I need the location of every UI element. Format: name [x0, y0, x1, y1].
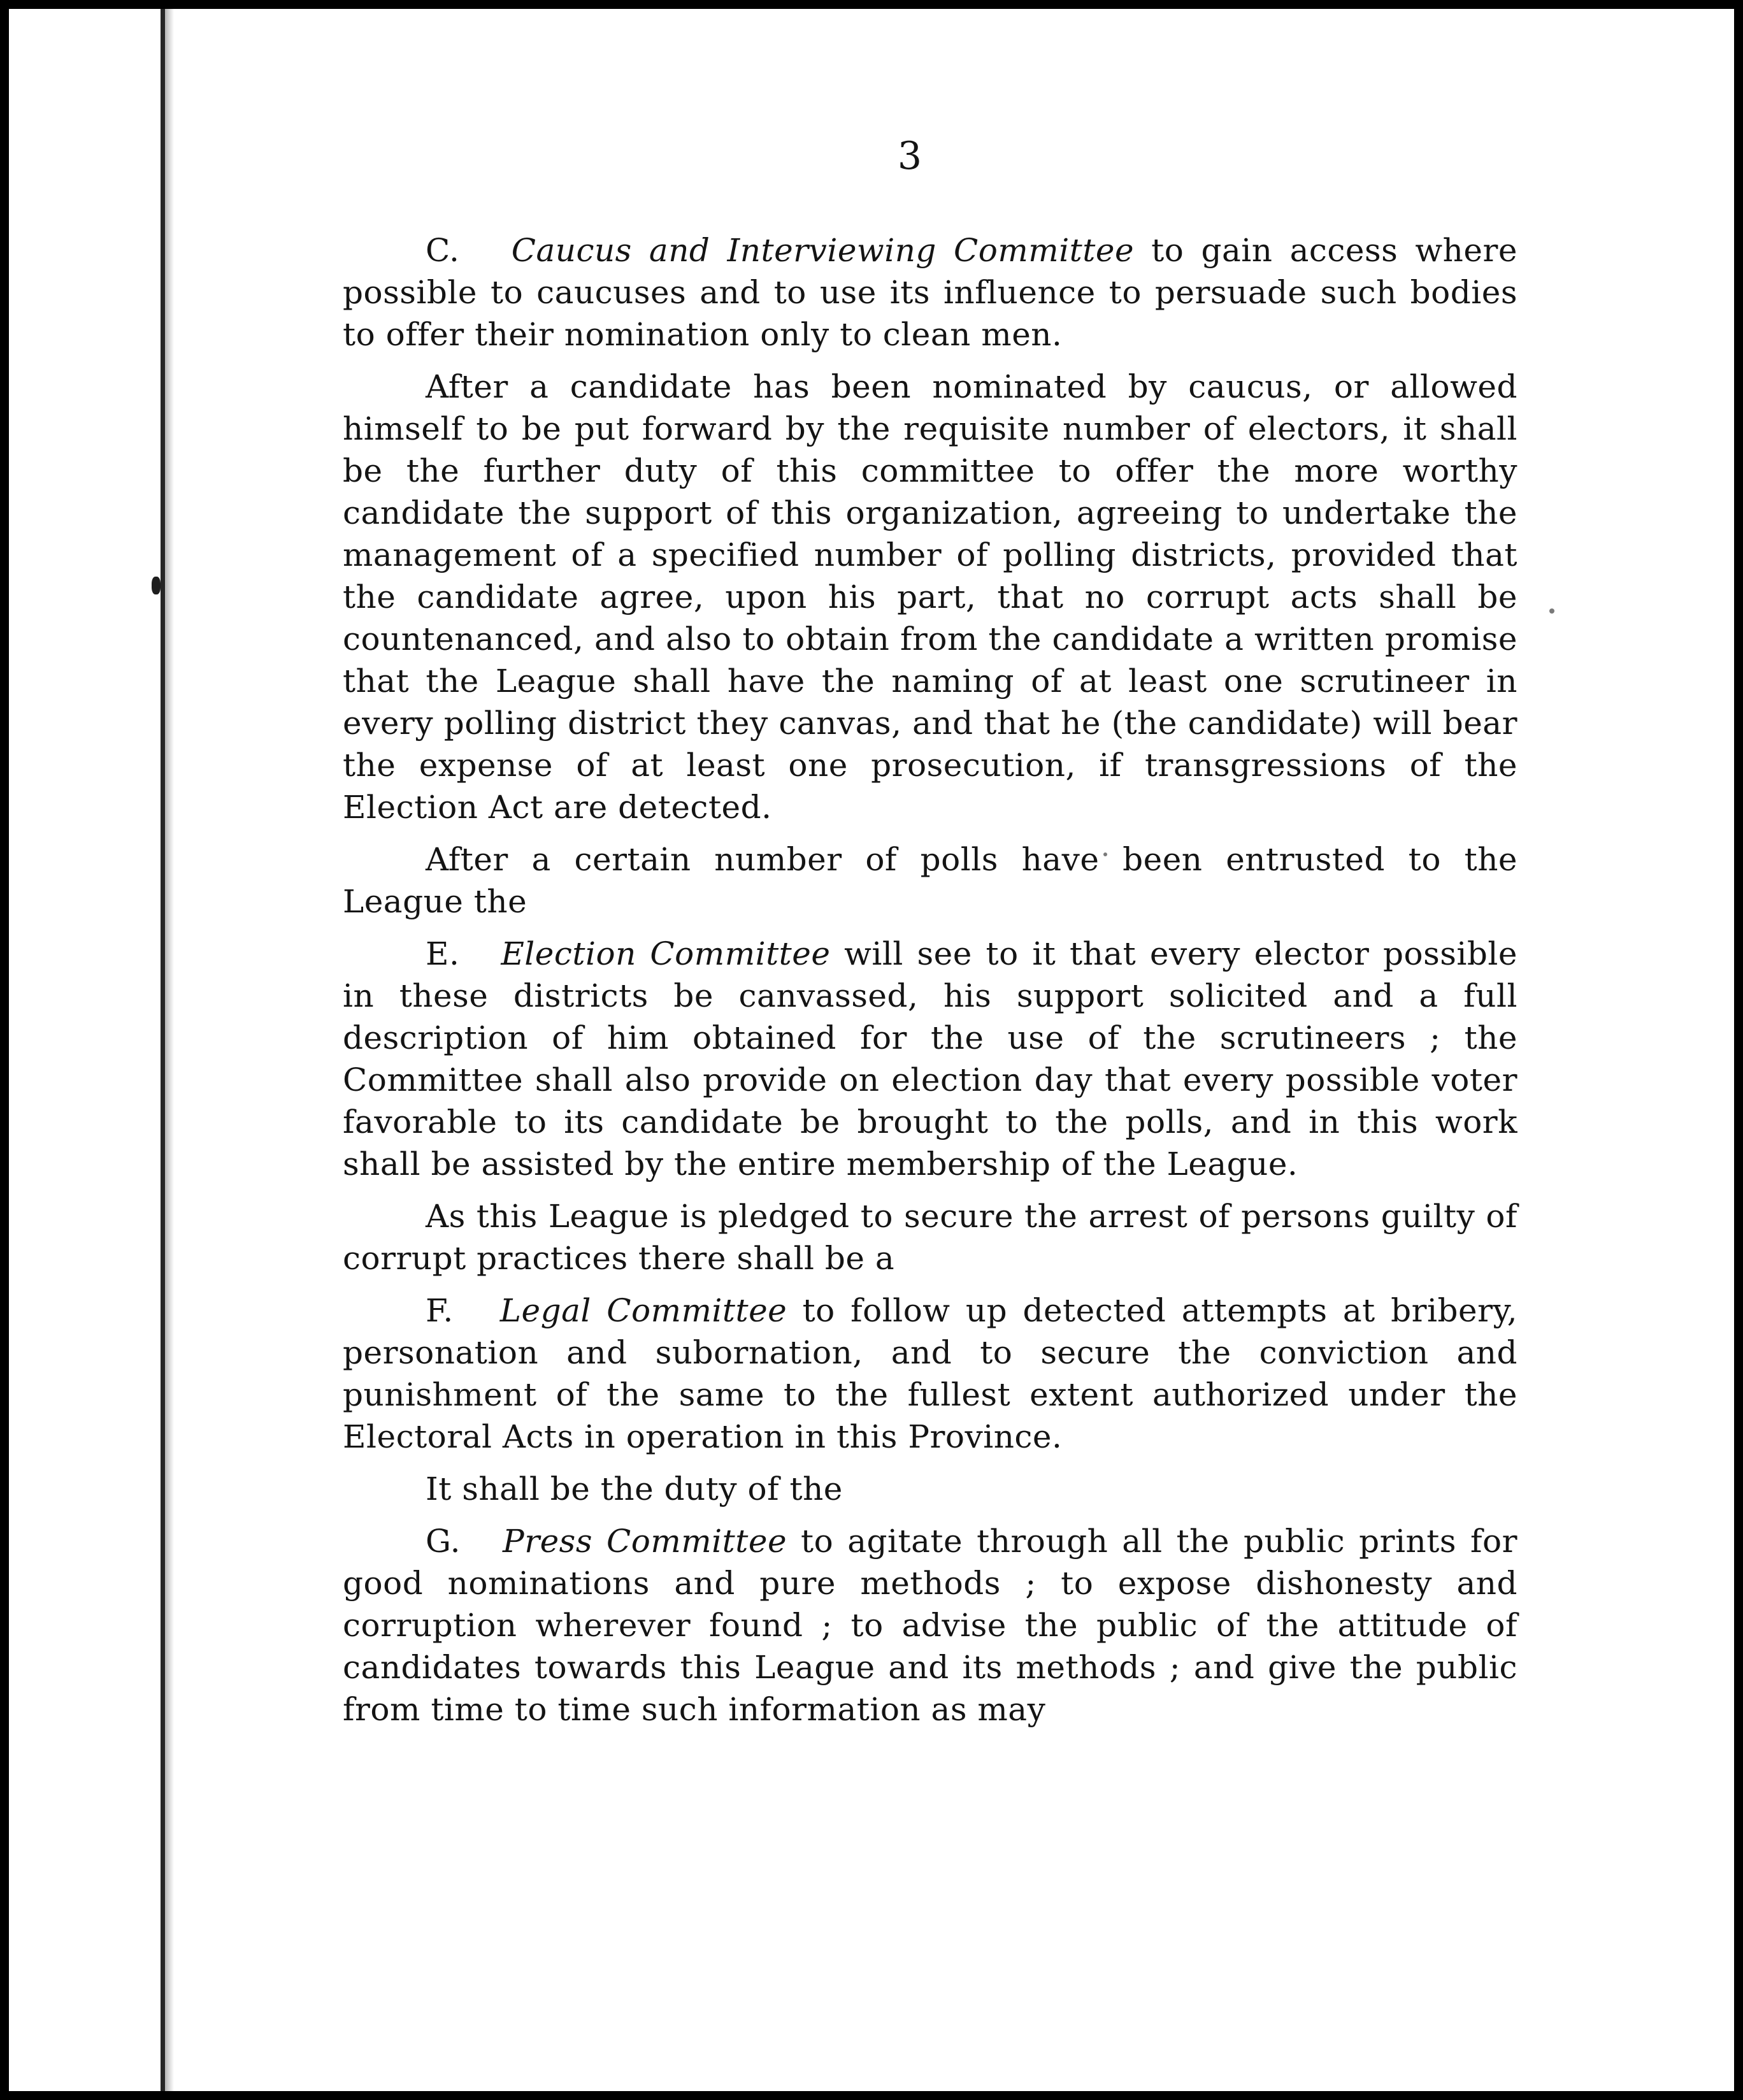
page-binding-edge	[161, 9, 165, 2091]
scan-border-bottom	[0, 2091, 1743, 2100]
paragraph-polls-entrusted	[343, 838, 1517, 923]
committee-heading: Election Committee	[501, 935, 831, 972]
paragraph-text: After a candidate has been nominated by caucus, or allowed himself to be put forward by the requisite number of electors, it shall be the further duty of this committee to offer the more worthy candidate the support of this organization, agreeing to undertake the management of a specified number of polling districts, provided that the candidate agree, upon his part, that no corrupt acts shall be countenanced, and also to obtain from the candidate a written promise that the League shall have the naming of at least one scrutineer in every polling district they canvas, and that he (the candidate) will bear the expense of at least one prosecution, if transgressions of the Election Act are detected.	[343, 368, 1517, 826]
margin-mark	[152, 577, 161, 594]
paragraph-election-committee	[343, 933, 1517, 1185]
paragraph-text: After a certain number of polls have been entrusted to the League the	[343, 841, 1517, 920]
paragraph-duty-intro	[343, 1468, 1517, 1510]
paragraph-text: As this League is pledged to secure the arrest of persons guilty of corrupt practices there shall be a	[343, 1198, 1517, 1277]
page-binding-shadow	[165, 9, 174, 2091]
section-letter: C.	[426, 232, 460, 269]
paragraph-text: to gain access where possible to caucuses and to use its influence to persuade such bodies to offer their nomination only to clean men.	[343, 232, 1517, 353]
paragraph-text: will see to it that every elector possible in these districts be canvassed, his support solicited and a full description of him obtained for the use of the scrutineers ; the Committee shall also provide on election day that every possible voter favorable to its candidate be brought to the polls, and in this work shall be assisted by the entire membership of the League.	[343, 935, 1517, 1183]
section-letter: F.	[426, 1292, 454, 1329]
scan-border-top	[0, 0, 1743, 9]
paragraph-text: It shall be the duty of the	[426, 1471, 843, 1507]
section-letter: E.	[426, 935, 460, 972]
paragraph-legal-committee	[343, 1290, 1517, 1458]
section-letter: G.	[426, 1523, 461, 1560]
paragraph-candidate-support	[343, 366, 1517, 828]
paragraph-league-pledge	[343, 1195, 1517, 1279]
document-body	[343, 229, 1517, 1730]
paragraph-text: to agitate through all the public prints for good nominations and pure methods ; to expose dishonesty and corruption wherever found ; to advise the public of the attitude of candidates towards this League and its methods ; and give the public from time to time such information as may	[343, 1523, 1517, 1728]
committee-heading: Legal Committee	[499, 1292, 787, 1329]
committee-heading: Caucus and Interviewing Committee	[511, 232, 1135, 269]
scan-border-left	[0, 0, 9, 2100]
paragraph-caucus-committee	[343, 229, 1517, 356]
paper-speck	[1549, 608, 1554, 614]
paragraph-press-committee	[343, 1520, 1517, 1730]
paragraph-text: to follow up detected attempts at bribery, personation and subornation, and to secure the conviction and punishment of the same to the fullest extent authorized under the Electoral Acts in operation in this Province.	[343, 1292, 1517, 1455]
scan-border-right	[1734, 0, 1743, 2100]
page-number: 3	[897, 134, 922, 178]
committee-heading: Press Committee	[503, 1523, 787, 1560]
